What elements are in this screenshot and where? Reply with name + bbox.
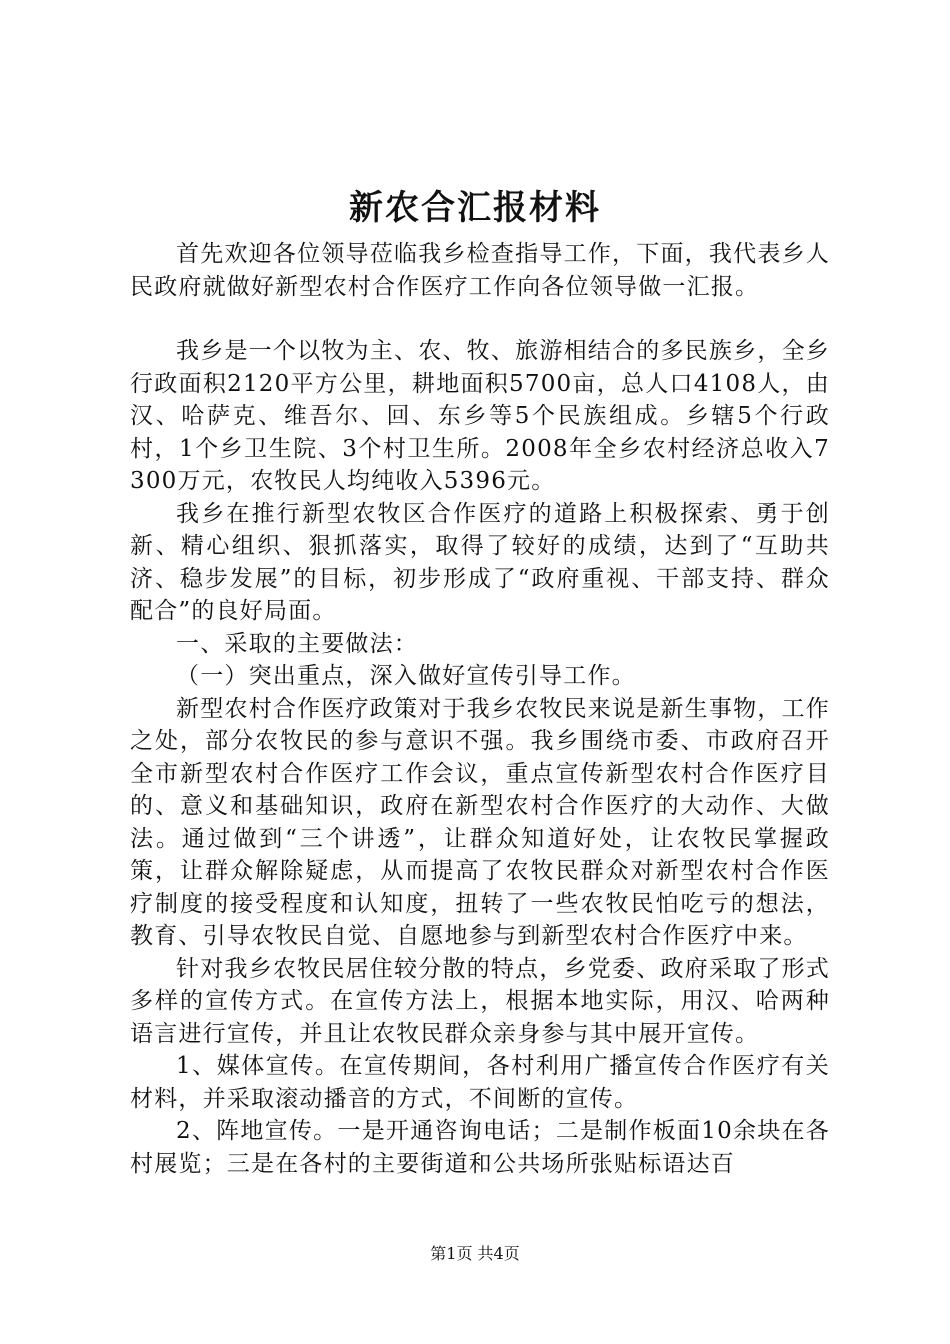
document-title: 新农合汇报材料: [349, 188, 601, 228]
page-number-footer: 第1页 共4页: [430, 1244, 520, 1263]
paragraph-policy-publicity: 新型农村合作医疗政策对于我乡农牧民来说是新生事物，工作之处，部分农牧民的参与意识不强。我乡围绕市委、市政府召开全市新型农村合作医疗工作会议，重点宣传新型农村合作医疗目的、意义和基础知识，政府在新型农村合作医疗的大动作、大做法。通过做到“三个讲透”，让群众知道好处，让农牧民掌握政策，让群众解除疑虑，从而提高了农牧民群众对新型农村合作医疗制度的接受程度和认知度，扭转了一些农牧民怕吃亏的想法，教育、引导农牧民自觉、自愿地参与到新型农村合作医疗中来。: [130, 695, 830, 949]
document-body: [130, 238, 830, 1180]
paragraph-intro: 首先欢迎各位领导莅临我乡检查指导工作，下面，我代表乡人民政府就做好新型农村合作医疗工作向各位领导做一汇报。: [130, 241, 830, 300]
paragraph-venue-publicity: 2、阵地宣传。一是开通咨询电话；二是制作板面10余块在各村展览；三是在各村的主要街道和公共场所张贴标语达百: [130, 1118, 830, 1177]
paragraph-achievements: 我乡在推行新型农牧区合作医疗的道路上积极探索、勇于创新、精心组织、狠抓落实，取得了较好的成绩，达到了“互助共济、稳步发展”的目标，初步形成了“政府重视、干部支持、群众配合”的良好局面。: [130, 500, 830, 624]
paragraph-publicity-methods: 针对我乡农牧民居住较分散的特点，乡党委、政府采取了形式多样的宣传方式。在宣传方法上，根据本地实际，用汉、哈两种语言进行宣传，并且让农牧民群众亲身参与其中展开宣传。: [130, 955, 830, 1047]
paragraph-overview: 我乡是一个以牧为主、农、牧、旅游相结合的多民族乡，全乡行政面积2120平方公里，耕地面积5700亩，总人口4108人，由汉、哈萨克、维吾尔、回、东乡等5个民族组成。乡辖5个行政村，1个乡卫生院、3个村卫生所。2008年全乡农村经济总收入7300万元，农牧民人均纯收入5396元。: [130, 338, 830, 494]
subsection-heading-publicity: （一）突出重点，深入做好宣传引导工作。: [176, 663, 636, 689]
paragraph-media-publicity: 1、媒体宣传。在宣传期间，各村利用广播宣传合作医疗有关材料，并采取滚动播音的方式，不间断的宣传。: [130, 1053, 830, 1112]
section-heading-methods: 一、采取的主要做法：: [176, 630, 418, 657]
